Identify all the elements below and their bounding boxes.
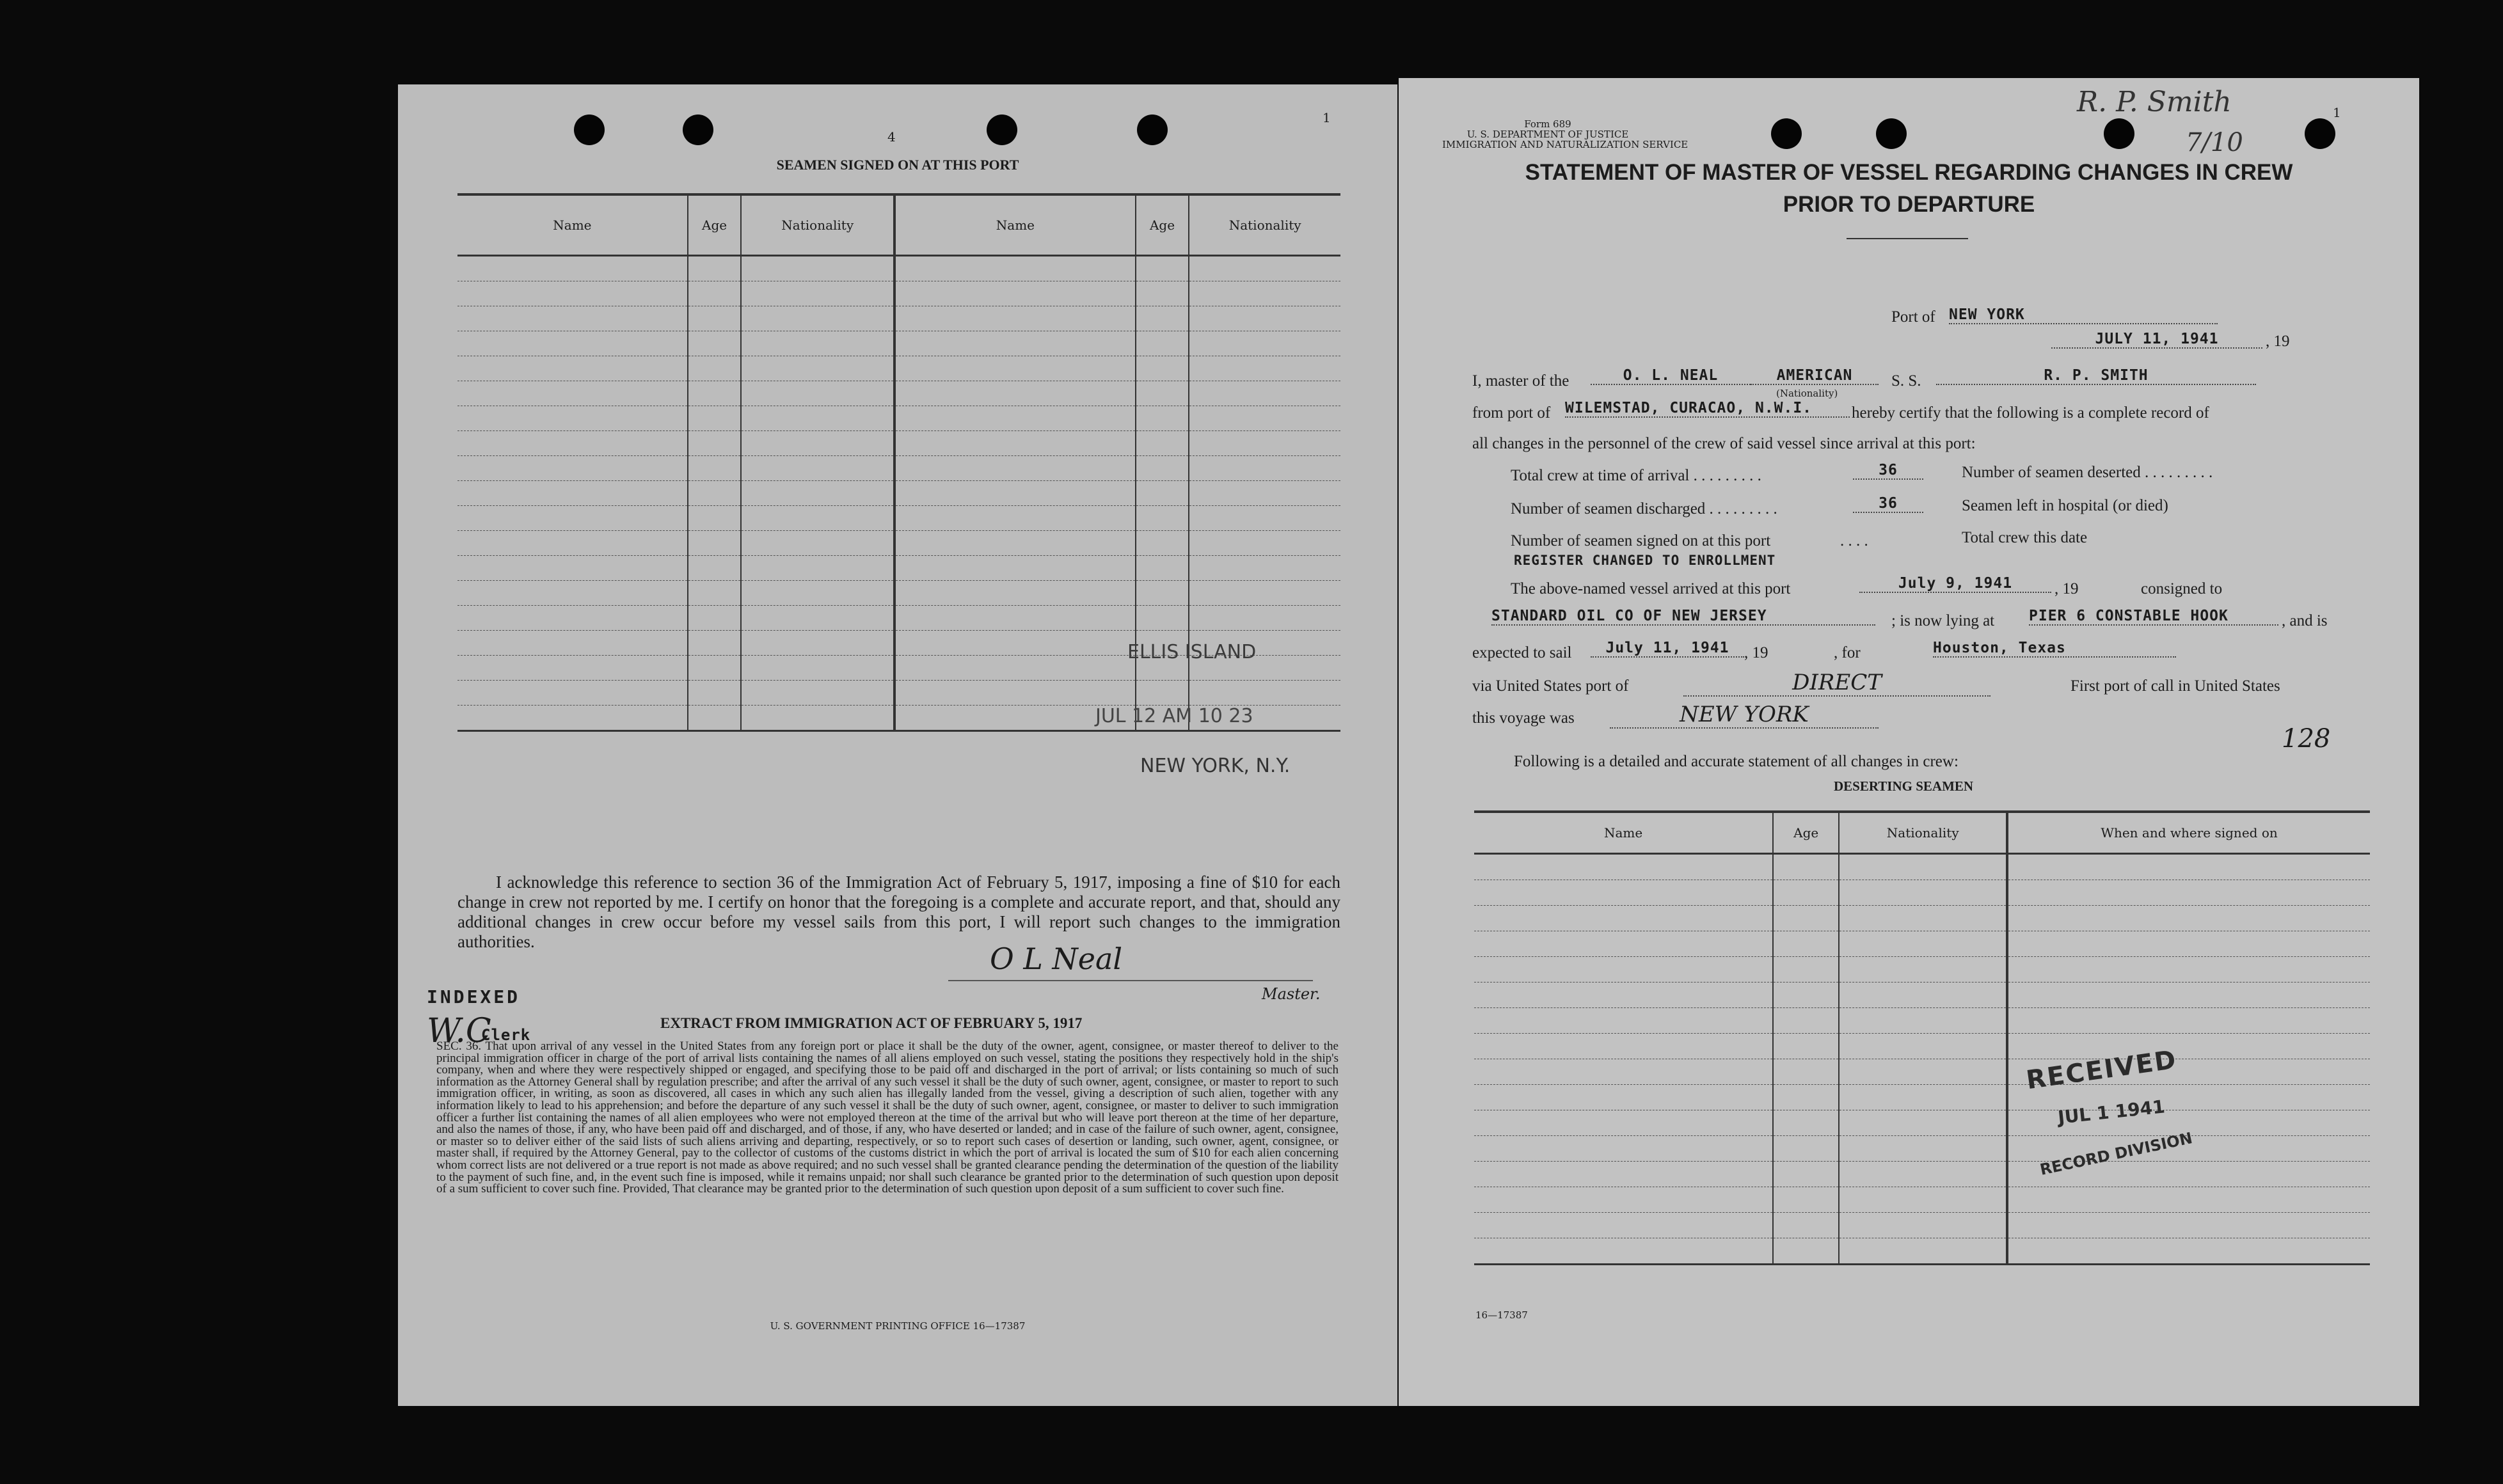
table-cell — [688, 256, 742, 281]
lying-label: ; is now lying at — [1891, 612, 1995, 629]
table-cell — [1474, 931, 1773, 957]
table-cell — [1839, 854, 2007, 880]
stat-label: Total crew at time of arrival . . . . . . . . . — [1511, 467, 1761, 484]
table-cell — [1474, 854, 1773, 880]
left-page — [398, 84, 1397, 1406]
master-signature: O L Neal — [990, 942, 1123, 976]
master-name: O. L. NEAL — [1591, 367, 1751, 385]
table-cell — [1136, 556, 1189, 581]
table-cell — [1189, 306, 1340, 331]
table-cell — [457, 606, 688, 631]
form-title: STATEMENT OF MASTER OF VESSEL REGARDING CHANGES IN CREW — [1525, 160, 2293, 185]
table-cell — [1189, 356, 1340, 381]
table-cell — [741, 531, 894, 556]
table-cell — [1474, 1085, 1773, 1110]
stamp-city: NEW YORK, N.Y. — [1140, 755, 1291, 777]
received-division: RECORD DIVISION — [2038, 1129, 2194, 1179]
table-cell — [1474, 1238, 1773, 1265]
table-cell — [1136, 256, 1189, 281]
title-rule — [1847, 238, 1968, 239]
stat-label: Number of seamen discharged . . . . . . . . . — [1511, 500, 1777, 517]
table-cell — [1773, 1162, 1839, 1187]
table-row — [457, 456, 1340, 481]
table-row — [1474, 1110, 2370, 1136]
page-number-top: 4 — [887, 129, 896, 145]
stamp-line: ELLIS ISLAND — [1127, 641, 1257, 663]
table-cell — [1136, 481, 1189, 506]
table-cell — [688, 656, 742, 681]
ellis-island-stamp — [1127, 641, 1256, 663]
table-cell — [1136, 531, 1189, 556]
table-cell — [1189, 556, 1340, 581]
indexed-stamp: INDEXED — [427, 986, 521, 1007]
punch-hole — [1876, 118, 1907, 149]
table-cell — [741, 681, 894, 706]
register-note: REGISTER CHANGED TO ENROLLMENT — [1514, 553, 1776, 568]
extract-title: EXTRACT FROM IMMIGRATION ACT OF FEBRUARY 5, 1917 — [660, 1015, 1083, 1031]
table-cell — [2007, 1008, 2370, 1034]
table-cell — [1136, 506, 1189, 531]
sail-suffix: , 19 — [1744, 644, 1768, 661]
table-cell — [688, 406, 742, 431]
table-cell — [894, 481, 1136, 506]
table-row — [1474, 854, 2370, 880]
table-cell — [1474, 906, 1773, 931]
form-subtitle: PRIOR TO DEPARTURE — [1783, 192, 2035, 217]
clerk-label: Clerk — [481, 1026, 531, 1044]
table-row — [1474, 906, 2370, 931]
table-cell — [2007, 880, 2370, 906]
table-cell — [457, 431, 688, 456]
punch-hole — [987, 114, 1017, 145]
table-row — [1474, 1136, 2370, 1162]
table-cell — [894, 656, 1136, 681]
table-cell — [457, 281, 688, 306]
table-cell — [1773, 1034, 1839, 1059]
punch-hole — [1137, 114, 1168, 145]
table-cell — [1136, 356, 1189, 381]
table-cell — [457, 481, 688, 506]
table-cell — [457, 356, 688, 381]
table-cell — [1773, 1238, 1839, 1265]
table-cell — [741, 556, 894, 581]
table-cell — [1839, 1162, 2007, 1187]
table-cell — [688, 681, 742, 706]
printer-line: U. S. GOVERNMENT PRINTING OFFICE 16—17387 — [770, 1320, 1026, 1332]
table-cell — [894, 281, 1136, 306]
table-cell — [1136, 281, 1189, 306]
table-cell — [1136, 581, 1189, 606]
table-cell — [1136, 406, 1189, 431]
table-cell — [457, 306, 688, 331]
table-cell — [1839, 957, 2007, 983]
column-header: When and where signed on — [2007, 812, 2370, 854]
table-cell — [688, 331, 742, 356]
table-cell — [894, 631, 1136, 656]
table-cell — [741, 481, 894, 506]
date-value: JULY 11, 1941 — [2051, 331, 2262, 349]
table-row — [1474, 1085, 2370, 1110]
voyage-label: this voyage was — [1472, 709, 1575, 727]
following-text: Following is a detailed and accurate statement of all changes in crew: — [1514, 753, 1959, 770]
table-row — [1474, 1008, 2370, 1034]
table-cell — [1474, 1110, 1773, 1136]
table-cell — [688, 531, 742, 556]
table-cell — [741, 356, 894, 381]
table-cell — [688, 581, 742, 606]
table-cell — [894, 531, 1136, 556]
table-cell — [2007, 854, 2370, 880]
table-cell — [457, 681, 688, 706]
table-row — [1474, 957, 2370, 983]
table-cell — [741, 631, 894, 656]
table-body — [1474, 854, 2370, 1265]
ss-label: S. S. — [1891, 372, 1921, 390]
stat-label: Number of seamen deserted . . . . . . . . . — [1962, 464, 2213, 481]
table-cell — [1839, 906, 2007, 931]
table-cell — [1839, 880, 2007, 906]
deserting-seamen-table — [1474, 810, 2370, 1265]
table-cell — [1189, 281, 1340, 306]
table-cell — [1839, 1213, 2007, 1238]
column-header: Name — [457, 194, 688, 256]
table-cell — [1474, 957, 1773, 983]
table-cell — [894, 506, 1136, 531]
table-cell — [741, 306, 894, 331]
table-cell — [1474, 1034, 1773, 1059]
destination: Houston, Texas — [1933, 640, 2176, 658]
table-cell — [688, 356, 742, 381]
punch-hole — [2305, 118, 2335, 149]
table-cell — [741, 581, 894, 606]
table-cell — [1189, 406, 1340, 431]
via-label: via United States port of — [1472, 677, 1629, 695]
table-cell — [688, 706, 742, 731]
table-cell — [1839, 1238, 2007, 1265]
table-row — [457, 406, 1340, 431]
table-cell — [894, 356, 1136, 381]
table-cell — [741, 431, 894, 456]
stat-label: Total crew this date — [1962, 529, 2088, 546]
table-cell — [1189, 331, 1340, 356]
table-cell — [1189, 581, 1340, 606]
and-is: , and is — [2282, 612, 2328, 629]
table-cell — [457, 706, 688, 731]
arrived-date: July 9, 1941 — [1859, 575, 2051, 593]
lying-at: PIER 6 CONSTABLE HOOK — [2029, 608, 2278, 626]
table-cell — [1136, 456, 1189, 481]
table-cell — [741, 281, 894, 306]
table-row — [457, 581, 1340, 606]
table-cell — [688, 306, 742, 331]
table-cell — [457, 456, 688, 481]
port-label: Port of — [1891, 308, 1935, 326]
table-row — [1474, 880, 2370, 906]
table-cell — [894, 681, 1136, 706]
table-cell — [894, 306, 1136, 331]
table-cell — [1136, 331, 1189, 356]
table-cell — [1474, 1187, 1773, 1213]
handwritten-ship-name: R. P. Smith — [2077, 86, 2232, 118]
table-header-row — [457, 194, 1340, 256]
received-date: JUL 1 1941 — [2056, 1096, 2166, 1128]
table-cell — [1189, 456, 1340, 481]
table-cell — [2007, 1238, 2370, 1265]
table-cell — [1136, 606, 1189, 631]
service: IMMIGRATION AND NATURALIZATION SERVICE — [1442, 139, 1689, 150]
table-cell — [894, 381, 1136, 406]
stat-value: 36 — [1853, 495, 1923, 513]
table-cell — [688, 281, 742, 306]
table-cell — [688, 456, 742, 481]
table-cell — [2007, 1213, 2370, 1238]
table-cell — [1136, 381, 1189, 406]
table-cell — [1773, 1213, 1839, 1238]
table-cell — [1773, 1085, 1839, 1110]
table-row — [457, 356, 1340, 381]
consigned-label: consigned to — [2141, 580, 2223, 597]
certify-text: hereby certify that the following is a complete record of — [1852, 404, 2209, 422]
table-cell — [457, 581, 688, 606]
table-row — [457, 256, 1340, 281]
table-cell — [894, 456, 1136, 481]
table-row — [457, 281, 1340, 306]
table-header-row — [1474, 812, 2370, 854]
table-cell — [1773, 880, 1839, 906]
table-cell — [1189, 506, 1340, 531]
table-row — [1474, 1162, 2370, 1187]
form-header — [1442, 118, 1689, 150]
punch-hole — [1771, 118, 1802, 149]
table-cell — [688, 431, 742, 456]
table-cell — [894, 431, 1136, 456]
table-cell — [1773, 1136, 1839, 1162]
column-header: Nationality — [1189, 194, 1340, 256]
table-row — [457, 531, 1340, 556]
table-cell — [1136, 681, 1189, 706]
table-cell — [741, 706, 894, 731]
table-cell — [688, 381, 742, 406]
table-cell — [1474, 1136, 1773, 1162]
table-cell — [1773, 906, 1839, 931]
form-number: Form 689 — [1524, 118, 1571, 130]
table-cell — [1773, 1187, 1839, 1213]
table-cell — [1773, 1110, 1839, 1136]
table-row — [457, 431, 1340, 456]
table-cell — [457, 406, 688, 431]
table-row — [1474, 983, 2370, 1008]
table-cell — [1839, 1187, 2007, 1213]
table-cell — [1839, 1008, 2007, 1034]
table-row — [457, 681, 1340, 706]
from-port-value: WILEMSTAD, CURACAO, N.W.I. — [1565, 400, 1850, 418]
table-cell — [1189, 606, 1340, 631]
punch-hole — [2104, 118, 2134, 149]
table-cell — [2007, 906, 2370, 931]
stat-value: 36 — [1853, 462, 1923, 480]
table-cell — [894, 331, 1136, 356]
table-cell — [1773, 957, 1839, 983]
table-cell — [1189, 381, 1340, 406]
table-row — [1474, 1213, 2370, 1238]
stamp-date: JUL 12 AM 10 23 — [1095, 705, 1253, 727]
table-cell — [2007, 1187, 2370, 1213]
table-cell — [1474, 880, 1773, 906]
table-row — [457, 606, 1340, 631]
table-cell — [2007, 1034, 2370, 1059]
table-cell — [741, 381, 894, 406]
table-cell — [1773, 983, 1839, 1008]
arrived-suffix: , 19 — [2054, 580, 2079, 597]
table-row — [1474, 1238, 2370, 1265]
table-cell — [457, 531, 688, 556]
column-header: Age — [1773, 812, 1839, 854]
table-cell — [1189, 431, 1340, 456]
table-cell — [457, 331, 688, 356]
port-value: NEW YORK — [1949, 306, 2218, 324]
page-number-right: 1 — [1323, 110, 1331, 125]
handwritten-date: 7/10 — [2186, 128, 2243, 157]
table-cell — [1136, 431, 1189, 456]
table-cell — [741, 606, 894, 631]
table-cell — [1839, 931, 2007, 957]
table-title: DESERTING SEAMEN — [1834, 778, 1974, 794]
table-cell — [1474, 1059, 1773, 1085]
column-header: Nationality — [1839, 812, 2007, 854]
table-cell — [1474, 1008, 1773, 1034]
table-cell — [688, 631, 742, 656]
table-cell — [741, 331, 894, 356]
table-cell — [1474, 1213, 1773, 1238]
table-row — [457, 556, 1340, 581]
table-cell — [1773, 1008, 1839, 1034]
table-cell — [1474, 1162, 1773, 1187]
table-cell — [688, 481, 742, 506]
stat-value: . . . . — [1840, 532, 1868, 549]
table-row — [1474, 1034, 2370, 1059]
department: U. S. DEPARTMENT OF JUSTICE — [1466, 129, 1629, 140]
first-port-label: First port of call in United States — [2070, 677, 2280, 695]
table-cell — [1773, 854, 1839, 880]
table-cell — [894, 406, 1136, 431]
stat-label: Seamen left in hospital (or died) — [1962, 497, 2168, 514]
table-cell — [1839, 1059, 2007, 1085]
table-row — [1474, 1187, 2370, 1213]
section-title: SEAMEN SIGNED ON AT THIS PORT — [776, 157, 1019, 173]
signature-line — [948, 980, 1313, 981]
table-row — [457, 331, 1340, 356]
consignee: STANDARD OIL CO OF NEW JERSEY — [1491, 608, 1875, 626]
table-row — [457, 481, 1340, 506]
ship-name: R. P. SMITH — [1936, 367, 2256, 385]
nationality-label: (Nationality) — [1776, 388, 1838, 399]
handwritten-count: 128 — [2282, 724, 2331, 754]
table-cell — [2007, 957, 2370, 983]
master-label: Master. — [1262, 985, 1321, 1003]
column-header: Age — [1136, 194, 1189, 256]
sail-date: July 11, 1941 — [1591, 640, 1744, 658]
stat-label: Number of seamen signed on at this port — [1511, 532, 1771, 549]
table-row — [457, 506, 1340, 531]
table-cell — [457, 631, 688, 656]
table-cell — [1189, 481, 1340, 506]
table-cell — [688, 606, 742, 631]
column-header: Age — [688, 194, 742, 256]
table-cell — [1136, 306, 1189, 331]
table-cell — [1839, 1136, 2007, 1162]
table-cell — [1189, 531, 1340, 556]
table-cell — [1839, 1085, 2007, 1110]
clerk-initials: W.C — [427, 1012, 491, 1050]
page-number: 1 — [2333, 105, 2341, 120]
table-row — [1474, 931, 2370, 957]
table-cell — [894, 556, 1136, 581]
table-cell — [457, 656, 688, 681]
punch-hole — [574, 114, 605, 145]
table-cell — [741, 506, 894, 531]
table-row — [457, 381, 1340, 406]
table-cell — [1839, 1034, 2007, 1059]
table-cell — [894, 606, 1136, 631]
arrived-text: The above-named vessel arrived at this port — [1511, 580, 1791, 597]
footer-code: 16—17387 — [1475, 1309, 1528, 1321]
certify-text-2: all changes in the personnel of the crew of said vessel since arrival at this port: — [1472, 435, 1976, 452]
table-row — [457, 306, 1340, 331]
table-cell — [457, 381, 688, 406]
table-cell — [2007, 931, 2370, 957]
table-cell — [741, 456, 894, 481]
table-cell — [1474, 983, 1773, 1008]
table-cell — [1839, 1110, 2007, 1136]
nationality-value: AMERICAN — [1751, 367, 1879, 385]
table-cell — [1189, 681, 1340, 706]
column-header: Name — [894, 194, 1136, 256]
table-cell — [457, 506, 688, 531]
from-port-label: from port of — [1472, 404, 1551, 422]
table-cell — [457, 256, 688, 281]
for-label: , for — [1834, 644, 1861, 661]
extract-text: SEC. 36. That upon arrival of any vessel in the United States from any foreign port or place it shall be the duty of the owner, agent, consignee, or master thereof to deliver to the principal immigration officer in charge of the port of arrival lists containing the names of all aliens employed on such vessel, stating the positions they respectively hold in the ship's company, when and where they were respectively shipped or engaged, and specifying those to be paid off and discharged in the port of arrival; or lists containing so much of such information as the Attorney General shall by regulation prescribe; and after the arrival of any such vessel it shall be the duty of such owner, agent, consignee, or master to report to such immigration officer, in writing, as soon as discovered, all cases in which any such alien has illegally landed from the vessel, giving a description of such alien, together with any information likely to lead to his apprehension; and before the departure of any such vessel it shall be the duty of such owner, agent, consignee, or master to deliver to such immigration officer a further list containing the names of all alien employees who were not employed thereon at the time of the arrival but who will leave port thereon at the time of her departure, and also the names of those, if any, who have been paid off and discharged, and of those, if any, who have deserted or landed; and in case of the failure of such owner, agent, consignee, or master so to deliver either of the said lists of such aliens arriving and departing, respectively, or so to report such cases of desertion or landing, such owner, agent, consignee, or master shall, if required by the Attorney General, pay to the collector of customs of the customs district in which the port of arrival is located the sum of $10 for each alien concerning whom correct lists are not delivered or a true report is not made as above required; and no such vessel shall be granted clearance pending the determination of the question of the liability to the payment of such fine, and, in the event such fine is imposed, while it remains unpaid; nor shall such clearance be granted prior to the determination of such question upon deposit of a sum sufficient to cover such fine. Provided, That clearance may be granted prior to the determination of such question upon deposit of a sum sufficient to cover such fine. — [436, 1039, 1339, 1196]
date-suffix: , 19 — [2266, 333, 2290, 350]
table-cell — [1773, 931, 1839, 957]
voyage-value: NEW YORK — [1610, 702, 1879, 729]
received-stamp: RECEIVED — [2024, 1045, 2179, 1096]
table-cell — [741, 406, 894, 431]
table-cell — [2007, 983, 2370, 1008]
column-header: Nationality — [741, 194, 894, 256]
table-cell — [688, 506, 742, 531]
table-cell — [1189, 256, 1340, 281]
punch-hole — [683, 114, 713, 145]
expected-label: expected to sail — [1472, 644, 1572, 661]
column-header: Name — [1474, 812, 1773, 854]
table-cell — [1839, 983, 2007, 1008]
master-intro: I, master of the — [1472, 372, 1569, 390]
table-cell — [741, 256, 894, 281]
acknowledgement-paragraph: I acknowledge this reference to section 36 of the Immigration Act of February 5, 1917, imposing a fine of $10 for each change in crew not reported by me. I certify on honor that the foregoing is a complete and accurate report, and that, should any additional changes in crew occur before my vessel sails from this port, I will report such changes to the immigration authorities. — [457, 872, 1340, 951]
table-cell — [688, 556, 742, 581]
right-page — [1399, 78, 2419, 1406]
via-value: DIRECT — [1683, 670, 1990, 697]
table-cell — [894, 581, 1136, 606]
table-cell — [1773, 1059, 1839, 1085]
table-row — [1474, 1059, 2370, 1085]
table-cell — [741, 656, 894, 681]
table-cell — [894, 256, 1136, 281]
table-cell — [457, 556, 688, 581]
